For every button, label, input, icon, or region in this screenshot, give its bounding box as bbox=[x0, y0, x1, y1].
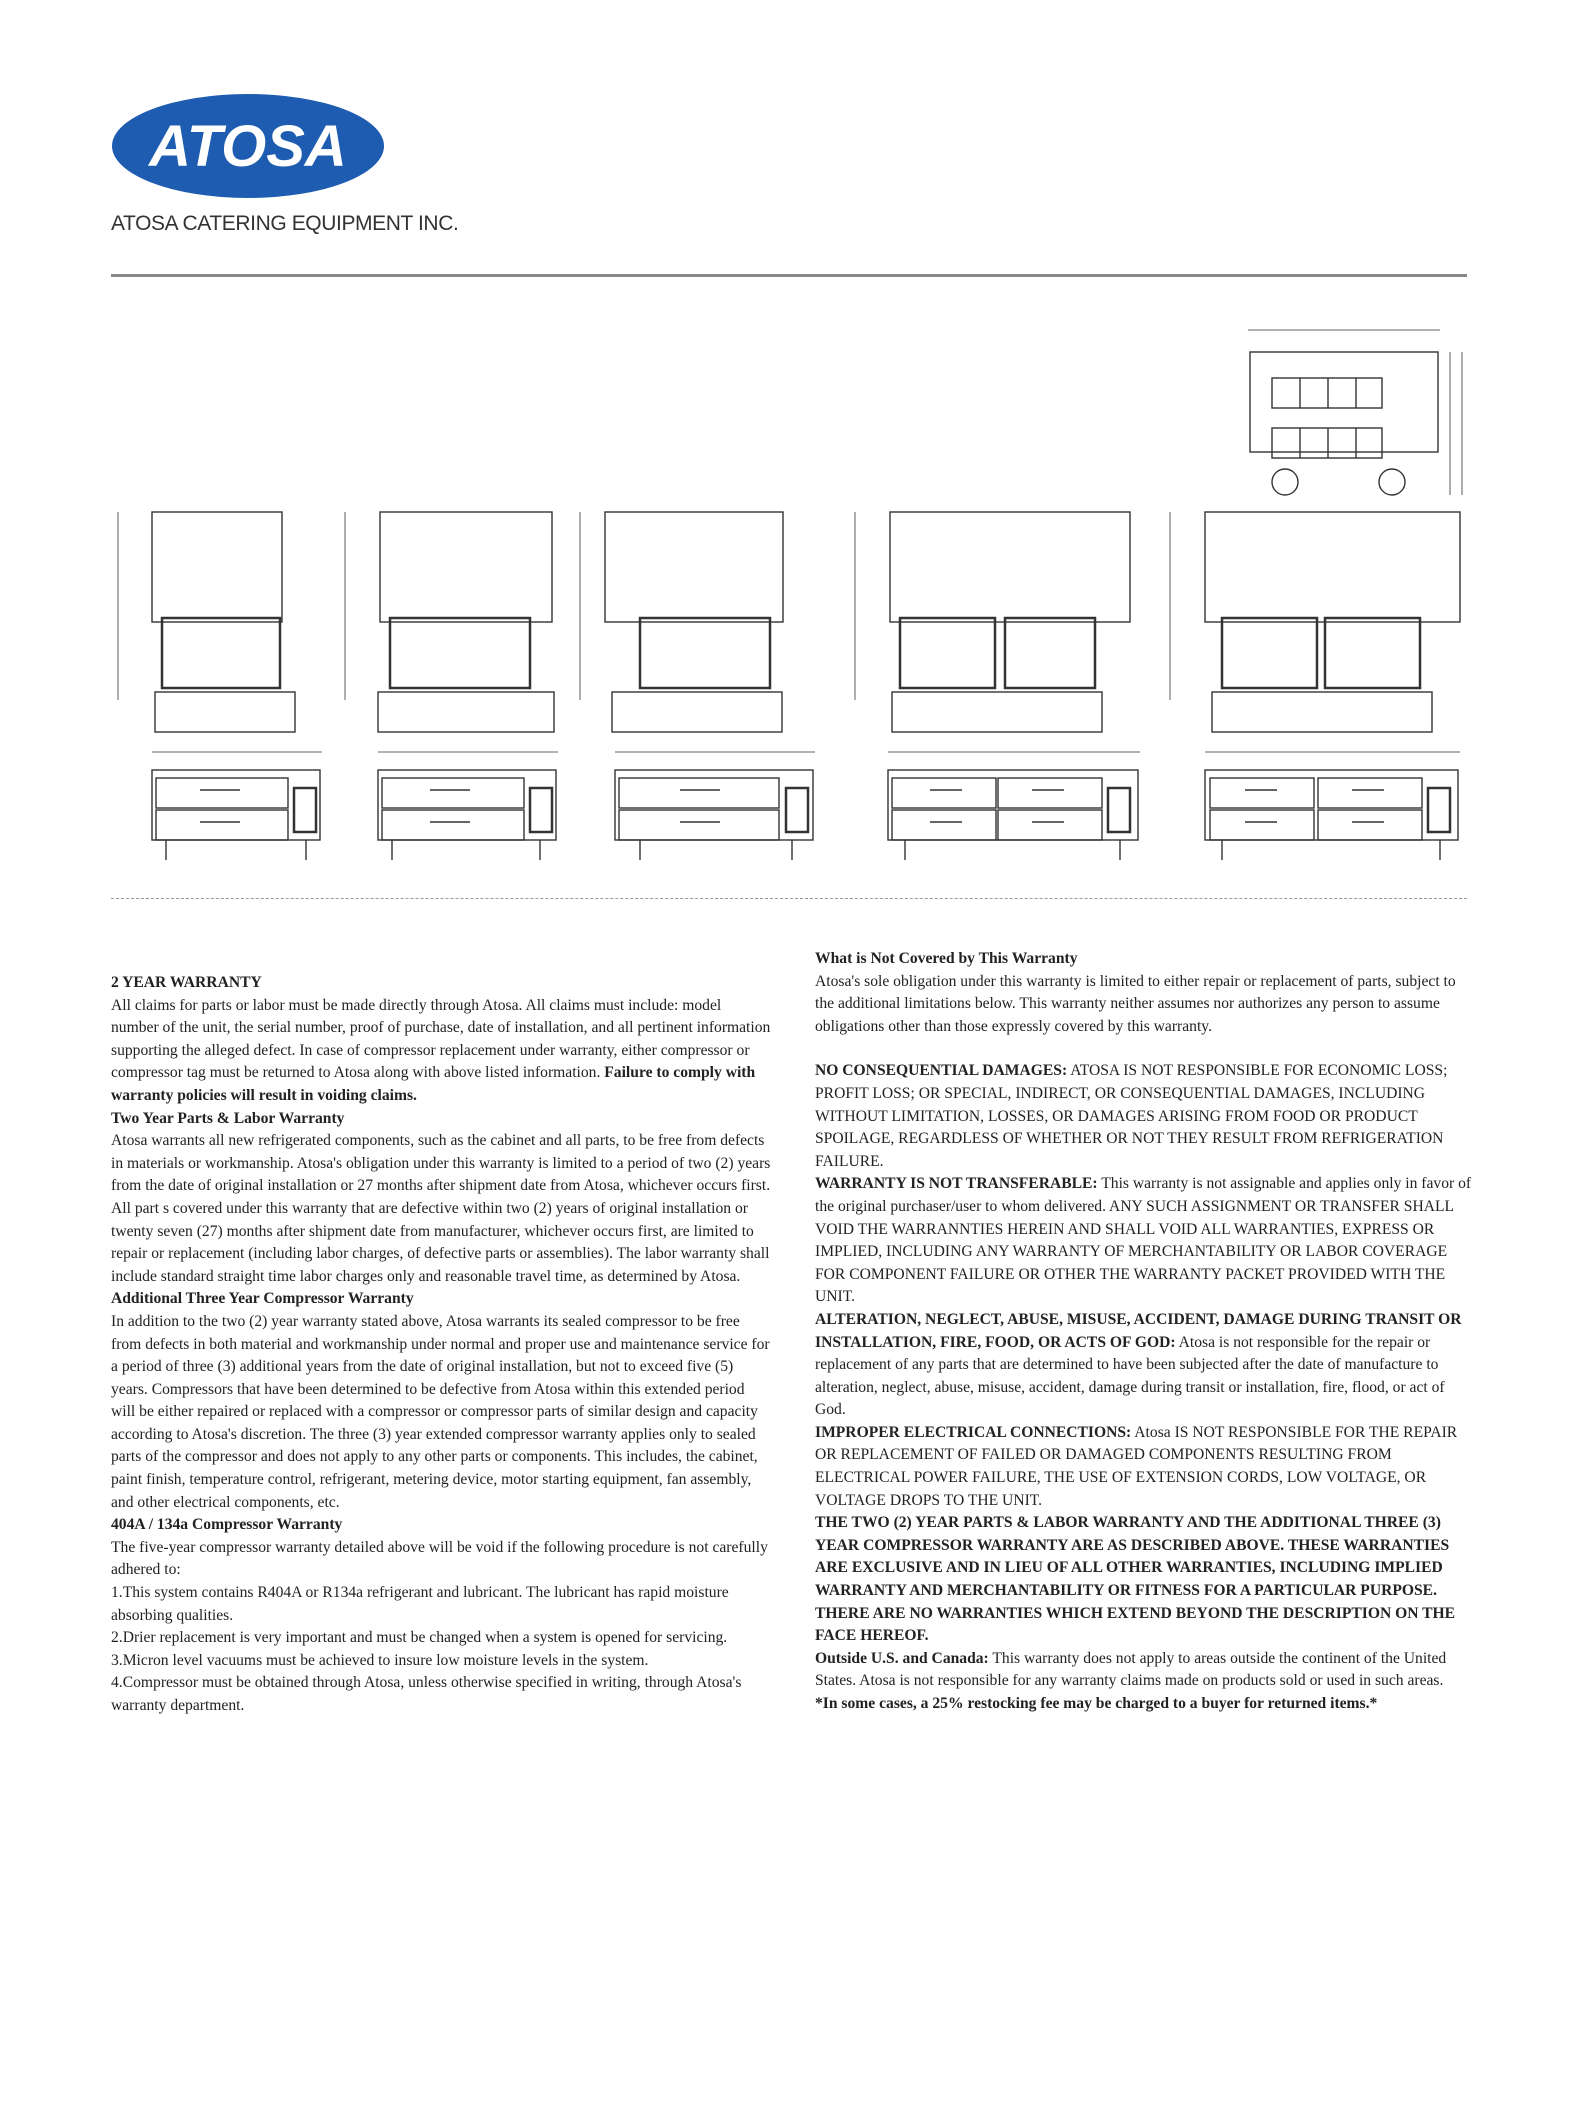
restocking-fee-note: *In some cases, a 25% restocking fee may be charged to a buyer for returned items.* bbox=[815, 1695, 1378, 1712]
section-divider bbox=[111, 898, 1467, 899]
front-view-1 bbox=[118, 512, 295, 732]
chef-base-1 bbox=[152, 752, 322, 860]
outside-us-paragraph: Outside U.S. and Canada: This warranty does not apply to areas outside the continent of the United States. Atosa is not responsible for any warranty claims made on products sold or used in such areas. bbox=[815, 1649, 1447, 1690]
side-view-drawing bbox=[1248, 330, 1462, 495]
front-view-5 bbox=[1170, 512, 1460, 732]
chef-base-5 bbox=[1205, 752, 1460, 860]
list-item: 3.Micron level vacuums must be achieved to insure low moisture levels in the system. bbox=[111, 1651, 649, 1669]
transferable-paragraph: WARRANTY IS NOT TRANSFERABLE: This warranty is not assignable and applies only in favor of the original purchaser/user to whom delivered. ANY SUCH ASSIGNMENT OR TRANSFER SHALL VOID THE WARRANNTIES HEREIN AND SHALL VOID ALL WARRANTIES, EXPRESS OR IMPLIED, INCLUDING ANY WARRANTY OF MERCHANTABILITY OR LABOR COVERAGE FOR COMPONENT FAILURE OR OTHER THE WARRANTY PACKET PROVIDED WITH THE UNIT. bbox=[815, 1175, 1472, 1306]
alteration-paragraph: ALTERATION, NEGLECT, ABUSE, MISUSE, ACCIDENT, DAMAGE DURING TRANSIT OR INSTALLATION, FIRE, FOOD, OR ACTS OF GOD: Atosa is not responsible for the repair or replacement of any parts that are determined to have been subjected after the date of manufacture to alteration, neglect, abuse, misuse, accident, damage during transit or installation, fire, flood, or act of God. bbox=[815, 1310, 1462, 1419]
chef-base-2 bbox=[378, 752, 558, 860]
two-year-heading: Two Year Parts & Labor Warranty bbox=[111, 1109, 345, 1127]
exclusive-warranty-paragraph: THE TWO (2) YEAR PARTS & LABOR WARRANTY AND THE ADDITIONAL THREE (3) YEAR COMPRESSOR WARRANTY ARE AS DESCRIBED ABOVE. THESE WARRANTIES ARE EXCLUSIVE AND IN LIEU OF ALL OTHER WARRANTIES, INCLUDING IMPLIED WARRANTY AND MERCHANTABILITY OR FITNESS FOR A PARTICULAR PURPOSE. THERE ARE NO WARRANTIES WHICH EXTEND BEYOND THE DESCRIPTION ON THE FACE HEREOF. bbox=[815, 1514, 1456, 1645]
electrical-paragraph: IMPROPER ELECTRICAL CONNECTIONS: Atosa IS NOT RESPONSIBLE FOR THE REPAIR OR REPLACEMENT OF FAILED OR DAMAGED COMPONENTS RESULTING FROM ELECTRICAL POWER FAILURE, THE USE OF EXTENSION CORDS, LOW VOLTAGE, OR VOLTAGE DROPS TO THE UNIT. bbox=[815, 1423, 1458, 1509]
list-item: 2.Drier replacement is very important and must be changed when a system is opened for servicing. bbox=[111, 1629, 728, 1647]
list-item: 4.Compressor must be obtained through Atosa, unless otherwise specified in writing, through Atosa's warranty department. bbox=[111, 1674, 742, 1714]
front-view-3 bbox=[580, 512, 783, 732]
warranty-left-column bbox=[111, 972, 771, 1718]
logo-text: ATOSA bbox=[149, 114, 347, 179]
compressor-heading: Additional Three Year Compressor Warranty bbox=[111, 1290, 414, 1308]
front-view-2 bbox=[345, 512, 554, 732]
front-view-4 bbox=[855, 512, 1130, 732]
warranty-right-column bbox=[815, 948, 1475, 1716]
refrigerant-heading: 404A / 134a Compressor Warranty bbox=[111, 1516, 343, 1534]
compressor-paragraph: In addition to the two (2) year warranty stated above, Atosa warrants its sealed compressor to be free from defects in both material and workmanship under normal and proper use and maintenance service for a period of three (3) additional years from the date of original installation, but not to exceed five (5) years. Compressors that have been determined to be defective from Atosa within this extended period will be either repaired or replaced with a compressor or compressor parts of similar design and capacity according to Atosa's discretion. The three (3) year extended compressor warranty applies only to sealed parts of the compressor and does not apply to any other parts or components. This includes, the cabinet, paint finish, temperature control, refrigerant, metering device, motor starting equipment, fan assembly, and other electrical components, etc. bbox=[111, 1312, 770, 1511]
list-item: 1.This system contains R404A or R134a refrigerant and lubricant. The lubricant has rapid moisture absorbing qualities. bbox=[111, 1584, 729, 1624]
claims-paragraph: All claims for parts or labor must be made directly through Atosa. All claims must include: model number of the unit, the serial number, proof of purchase, date of installation, and all pertinent information supporting the alleged defect. In case of compressor replacement under warranty, either compressor or compressor tag must be returned to Atosa along with above listed information. Failure to comply with warranty policies will result in voiding claims. bbox=[111, 996, 771, 1104]
not-covered-paragraph: Atosa's sole obligation under this warranty is limited to either repair or replacement of parts, subject to the additional limitations below. This warranty neither assumes nor authorizes any person to assume obligations other than those expressly covered by this warranty. bbox=[815, 972, 1456, 1035]
refrigerant-paragraph: The five-year compressor warranty detailed above will be void if the following procedure is not carefully adhered to: bbox=[111, 1538, 768, 1579]
warranty-title: 2 YEAR WARRANTY bbox=[111, 974, 262, 991]
consequential-paragraph: NO CONSEQUENTIAL DAMAGES: ATOSA IS NOT RESPONSIBLE FOR ECONOMIC LOSS; PROFIT LOSS; OR SPECIAL, INDIRECT, OR CONSEQUENTIAL DAMAGES, INCLUDING WITHOUT LIMITATION, LOSSES, OR DAMAGES ARISING FROM FOOD OR PRODUCT SPOILAGE, REGARDLESS OF WHETHER OR NOT THEY RESULT FROM REFRIGERATION FAILURE. bbox=[815, 1062, 1448, 1170]
company-name: ATOSA CATERING EQUIPMENT INC. bbox=[111, 212, 459, 235]
chef-base-3 bbox=[615, 752, 815, 860]
product-drawings bbox=[0, 0, 1576, 900]
not-covered-heading: What is Not Covered by This Warranty bbox=[815, 950, 1078, 967]
two-year-paragraph: Atosa warrants all new refrigerated components, such as the cabinet and all parts, to be free from defects in materials or workmanship. Atosa's obligation under this warranty is limited to a period of two (2) years from the date of original installation or 27 months after shipment date from Atosa, whichever occurs first. All part s covered under this warranty that are defective within two (2) years of original installation or twenty seven (27) months after shipment date from manufacturer, whichever occurs first, are limited to repair or replacement (including labor charges, of defective parts or assemblies). The labor warranty shall include standard straight time labor charges only and reasonable travel time, as determined by Atosa. bbox=[111, 1132, 771, 1285]
chef-base-4 bbox=[888, 752, 1140, 860]
